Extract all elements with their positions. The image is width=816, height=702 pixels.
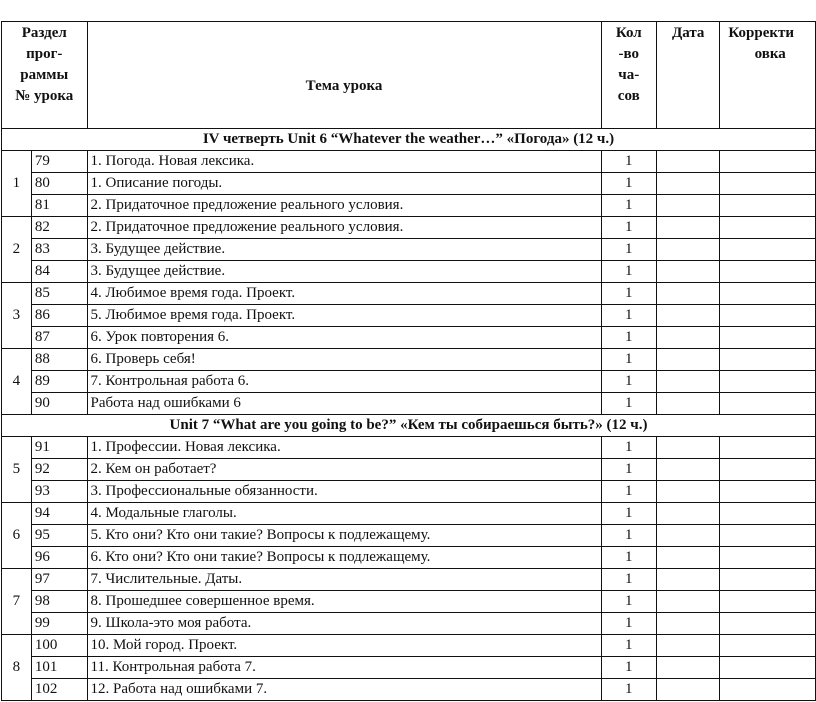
table-row	[2, 679, 816, 701]
lesson-date-cell	[656, 327, 719, 349]
lesson-correction-cell	[720, 305, 816, 327]
table-row	[2, 327, 816, 349]
section-number: 6	[2, 503, 32, 569]
header-correction	[720, 22, 816, 129]
lesson-correction-cell	[720, 349, 816, 371]
lesson-hours: 1	[601, 173, 656, 195]
lesson-date-cell	[656, 525, 719, 547]
lesson-correction-cell	[720, 679, 816, 701]
table-row	[2, 349, 816, 371]
lesson-number: 94	[31, 503, 87, 525]
lesson-number: 99	[31, 613, 87, 635]
table-row	[2, 591, 816, 613]
table-row	[2, 261, 816, 283]
lesson-date-cell	[656, 679, 719, 701]
lesson-date-cell	[656, 569, 719, 591]
lesson-hours: 1	[601, 437, 656, 459]
lesson-topic: 12. Работа над ошибками 7.	[87, 679, 601, 701]
lesson-topic: 11. Контрольная работа 7.	[87, 657, 601, 679]
table-row	[2, 173, 816, 195]
lesson-correction-cell	[720, 261, 816, 283]
lesson-number: 100	[31, 635, 87, 657]
lesson-topic: 6. Урок повторения 6.	[87, 327, 601, 349]
table-row	[2, 525, 816, 547]
lesson-hours: 1	[601, 217, 656, 239]
lesson-hours: 1	[601, 657, 656, 679]
lesson-hours: 1	[601, 261, 656, 283]
lesson-date-cell	[656, 503, 719, 525]
lesson-date-cell	[656, 393, 719, 415]
lesson-correction-cell	[720, 283, 816, 305]
lesson-topic: 2. Придаточное предложение реального условия.	[87, 195, 601, 217]
lesson-correction-cell	[720, 173, 816, 195]
lesson-correction-cell	[720, 195, 816, 217]
lesson-number: 90	[31, 393, 87, 415]
quarter-row	[2, 129, 816, 151]
table-row	[2, 195, 816, 217]
quarter-title: Unit 7 “What are you going to be?” «Кем ты собираешься быть?» (12 ч.)	[2, 415, 816, 437]
lesson-hours: 1	[601, 195, 656, 217]
table-row	[2, 459, 816, 481]
lesson-date-cell	[656, 305, 719, 327]
lesson-topic: 6. Кто они? Кто они такие? Вопросы к подлежащему.	[87, 547, 601, 569]
header-hours-line: ча-	[618, 67, 640, 83]
lesson-topic: 5. Любимое время года. Проект.	[87, 305, 601, 327]
lesson-hours: 1	[601, 239, 656, 261]
lesson-date-cell	[656, 481, 719, 503]
lesson-number: 87	[31, 327, 87, 349]
header-correction-line: Корректи	[728, 25, 795, 41]
lesson-number: 85	[31, 283, 87, 305]
table-row	[2, 635, 816, 657]
header-topic: Тема урока	[87, 22, 601, 129]
lesson-correction-cell	[720, 217, 816, 239]
header-correction-line: овка	[754, 46, 786, 62]
lesson-correction-cell	[720, 591, 816, 613]
lesson-number: 88	[31, 349, 87, 371]
lesson-hours: 1	[601, 591, 656, 613]
section-number: 2	[2, 217, 32, 283]
lesson-number: 82	[31, 217, 87, 239]
section-number: 1	[2, 151, 32, 217]
table-row	[2, 151, 816, 173]
section-number: 8	[2, 635, 32, 701]
lesson-date-cell	[656, 261, 719, 283]
table-row	[2, 393, 816, 415]
section-number: 7	[2, 569, 32, 635]
header-section-line: № урока	[15, 88, 74, 104]
header-section	[2, 22, 88, 129]
lesson-hours: 1	[601, 481, 656, 503]
table-row	[2, 503, 816, 525]
lesson-number: 95	[31, 525, 87, 547]
header-section-line: раммы	[20, 67, 69, 83]
header-row	[2, 22, 816, 129]
lesson-topic: 4. Модальные глаголы.	[87, 503, 601, 525]
lesson-plan-table	[1, 21, 816, 701]
lesson-correction-cell	[720, 459, 816, 481]
lesson-hours: 1	[601, 613, 656, 635]
lesson-number: 81	[31, 195, 87, 217]
lesson-correction-cell	[720, 327, 816, 349]
lesson-number: 93	[31, 481, 87, 503]
lesson-hours: 1	[601, 459, 656, 481]
lesson-hours: 1	[601, 283, 656, 305]
lesson-date-cell	[656, 239, 719, 261]
header-hours-line: сов	[617, 88, 640, 104]
lesson-topic: 9. Школа-это моя работа.	[87, 613, 601, 635]
lesson-correction-cell	[720, 239, 816, 261]
lesson-number: 84	[31, 261, 87, 283]
lesson-topic: 7. Контрольная работа 6.	[87, 371, 601, 393]
lesson-hours: 1	[601, 305, 656, 327]
lesson-date-cell	[656, 151, 719, 173]
lesson-correction-cell	[720, 151, 816, 173]
lesson-date-cell	[656, 547, 719, 569]
lesson-hours: 1	[601, 569, 656, 591]
lesson-topic: 4. Любимое время года. Проект.	[87, 283, 601, 305]
lesson-topic: 10. Мой город. Проект.	[87, 635, 601, 657]
lesson-date-cell	[656, 657, 719, 679]
lesson-hours: 1	[601, 151, 656, 173]
header-hours-line: -во	[618, 46, 639, 62]
lesson-date-cell	[656, 437, 719, 459]
table-row	[2, 657, 816, 679]
table-row	[2, 305, 816, 327]
lesson-number: 80	[31, 173, 87, 195]
lesson-hours: 1	[601, 327, 656, 349]
lesson-number: 91	[31, 437, 87, 459]
header-hours-line: Кол	[615, 25, 642, 41]
lesson-date-cell	[656, 217, 719, 239]
lesson-number: 97	[31, 569, 87, 591]
lesson-number: 98	[31, 591, 87, 613]
lesson-correction-cell	[720, 503, 816, 525]
header-date: Дата	[656, 22, 719, 129]
lesson-topic: 1. Профессии. Новая лексика.	[87, 437, 601, 459]
lesson-correction-cell	[720, 547, 816, 569]
lesson-date-cell	[656, 635, 719, 657]
lesson-hours: 1	[601, 635, 656, 657]
lesson-hours: 1	[601, 547, 656, 569]
lesson-correction-cell	[720, 635, 816, 657]
lesson-number: 86	[31, 305, 87, 327]
lesson-date-cell	[656, 591, 719, 613]
header-hours	[601, 22, 656, 129]
table-row	[2, 569, 816, 591]
lesson-correction-cell	[720, 481, 816, 503]
lesson-date-cell	[656, 173, 719, 195]
lesson-number: 102	[31, 679, 87, 701]
table-row	[2, 437, 816, 459]
lesson-hours: 1	[601, 525, 656, 547]
lesson-topic: 7. Числительные. Даты.	[87, 569, 601, 591]
lesson-correction-cell	[720, 371, 816, 393]
lesson-topic: 8. Прошедшее совершенное время.	[87, 591, 601, 613]
lesson-date-cell	[656, 349, 719, 371]
lesson-topic: Работа над ошибками 6	[87, 393, 601, 415]
lesson-topic: 3. Профессиональные обязанности.	[87, 481, 601, 503]
lesson-date-cell	[656, 195, 719, 217]
lesson-correction-cell	[720, 393, 816, 415]
table-row	[2, 239, 816, 261]
lesson-hours: 1	[601, 393, 656, 415]
lesson-number: 89	[31, 371, 87, 393]
table-row	[2, 481, 816, 503]
lesson-date-cell	[656, 283, 719, 305]
table-row	[2, 371, 816, 393]
table-row	[2, 283, 816, 305]
lesson-date-cell	[656, 459, 719, 481]
lesson-number: 83	[31, 239, 87, 261]
section-number: 4	[2, 349, 32, 415]
lesson-hours: 1	[601, 371, 656, 393]
table-row	[2, 613, 816, 635]
lesson-topic: 2. Кем он работает?	[87, 459, 601, 481]
lesson-correction-cell	[720, 569, 816, 591]
quarter-row	[2, 415, 816, 437]
lesson-number: 101	[31, 657, 87, 679]
lesson-correction-cell	[720, 525, 816, 547]
lesson-correction-cell	[720, 657, 816, 679]
lesson-date-cell	[656, 371, 719, 393]
lesson-number: 96	[31, 547, 87, 569]
lesson-hours: 1	[601, 503, 656, 525]
header-section-line: Раздел	[21, 25, 67, 41]
lesson-topic: 1. Описание погоды.	[87, 173, 601, 195]
table-body	[2, 129, 816, 701]
lesson-hours: 1	[601, 349, 656, 371]
lesson-number: 92	[31, 459, 87, 481]
section-number: 3	[2, 283, 32, 349]
section-number: 5	[2, 437, 32, 503]
lesson-correction-cell	[720, 437, 816, 459]
lesson-topic: 3. Будущее действие.	[87, 239, 601, 261]
lesson-topic: 3. Будущее действие.	[87, 261, 601, 283]
table-row	[2, 217, 816, 239]
quarter-title: IV четверть Unit 6 “Whatever the weather…” «Погода» (12 ч.)	[2, 129, 816, 151]
lesson-hours: 1	[601, 679, 656, 701]
lesson-topic: 2. Придаточное предложение реального условия.	[87, 217, 601, 239]
lesson-topic: 5. Кто они? Кто они такие? Вопросы к подлежащему.	[87, 525, 601, 547]
lesson-number: 79	[31, 151, 87, 173]
lesson-topic: 1. Погода. Новая лексика.	[87, 151, 601, 173]
lesson-correction-cell	[720, 613, 816, 635]
header-section-line: прог-	[26, 46, 63, 62]
lesson-topic: 6. Проверь себя!	[87, 349, 601, 371]
table-row	[2, 547, 816, 569]
lesson-date-cell	[656, 613, 719, 635]
